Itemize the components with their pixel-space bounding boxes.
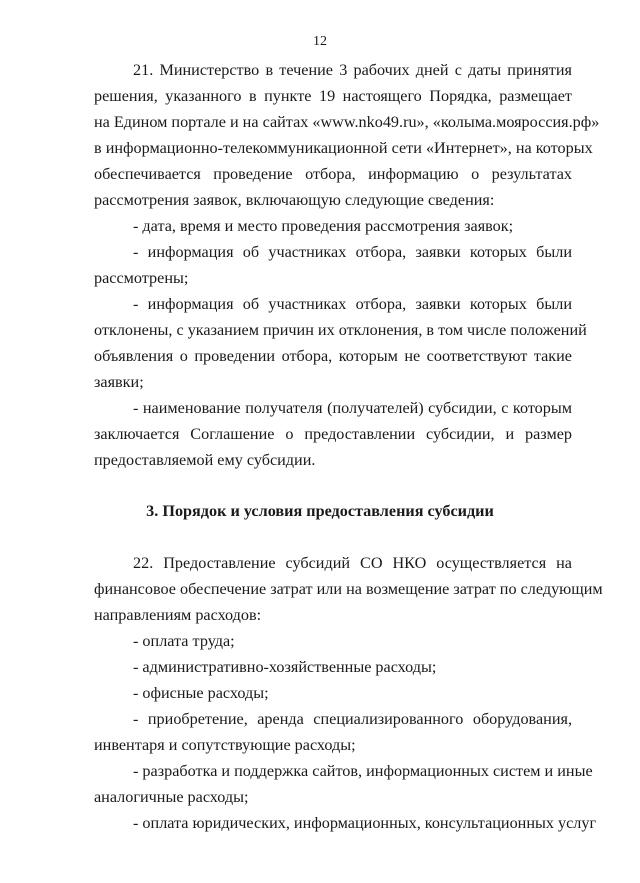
- paragraph-line: рассмотрения заявок, включающую следующие сведения:: [94, 191, 495, 209]
- list-item: - офисные расходы;: [133, 684, 269, 702]
- list-item: - административно-хозяйственные расходы;: [133, 658, 437, 676]
- list-item: - приобретение, аренда специализированного оборудования,: [133, 710, 572, 728]
- paragraph-line: решения, указанного в пункте 19 настоящего Порядка, размещает: [94, 87, 572, 105]
- page-number: 12: [313, 34, 327, 49]
- list-item: - оплата юридических, информационных, консультационных услуг: [133, 814, 597, 832]
- paragraph-line: обеспечивается проведение отбора, информацию о результатах: [94, 165, 572, 183]
- paragraph-line: объявления о проведении отбора, которым не соответствуют такие: [94, 347, 572, 365]
- paragraph-line: аналогичные расходы;: [94, 788, 249, 806]
- list-item: - информация об участниках отбора, заявки которых были: [133, 243, 572, 261]
- paragraph-line: 21. Министерство в течение 3 рабочих дней с даты принятия: [133, 61, 572, 79]
- paragraph-line: заявки;: [94, 373, 144, 391]
- section-heading: 3. Порядок и условия предоставления субсидии: [146, 502, 494, 520]
- paragraph-line: заключается Соглашение о предоставлении субсидии, и размер: [94, 425, 572, 443]
- list-item: - дата, время и место проведения рассмотрения заявок;: [133, 217, 514, 235]
- paragraph-line: 22. Предоставление субсидий СО НКО осуществляется на: [133, 554, 572, 572]
- paragraph-line: финансовое обеспечение затрат или на возмещение затрат по следующим: [94, 580, 603, 598]
- list-item: - разработка и поддержка сайтов, информационных систем и иные: [133, 762, 593, 780]
- paragraph-line: предоставляемой ему субсидии.: [94, 451, 316, 469]
- paragraph-line: рассмотрены;: [94, 269, 189, 287]
- paragraph-line: в информационно-телекоммуникационной сети «Интернет», на которых: [94, 139, 593, 157]
- paragraph-line: отклонены, с указанием причин их отклонения, в том числе положений: [94, 321, 587, 339]
- paragraph-line: инвентаря и сопутствующие расходы;: [94, 736, 356, 754]
- paragraph-line: на Едином портале и на сайтах «www.nko49.ru», «колыма.мояроссия.рф»: [94, 113, 600, 131]
- list-item: - оплата труда;: [133, 632, 235, 650]
- list-item: - информация об участниках отбора, заявки которых были: [133, 295, 572, 313]
- list-item: - наименование получателя (получателей) субсидии, с которым: [133, 399, 572, 417]
- paragraph-line: направлениям расходов:: [94, 606, 262, 624]
